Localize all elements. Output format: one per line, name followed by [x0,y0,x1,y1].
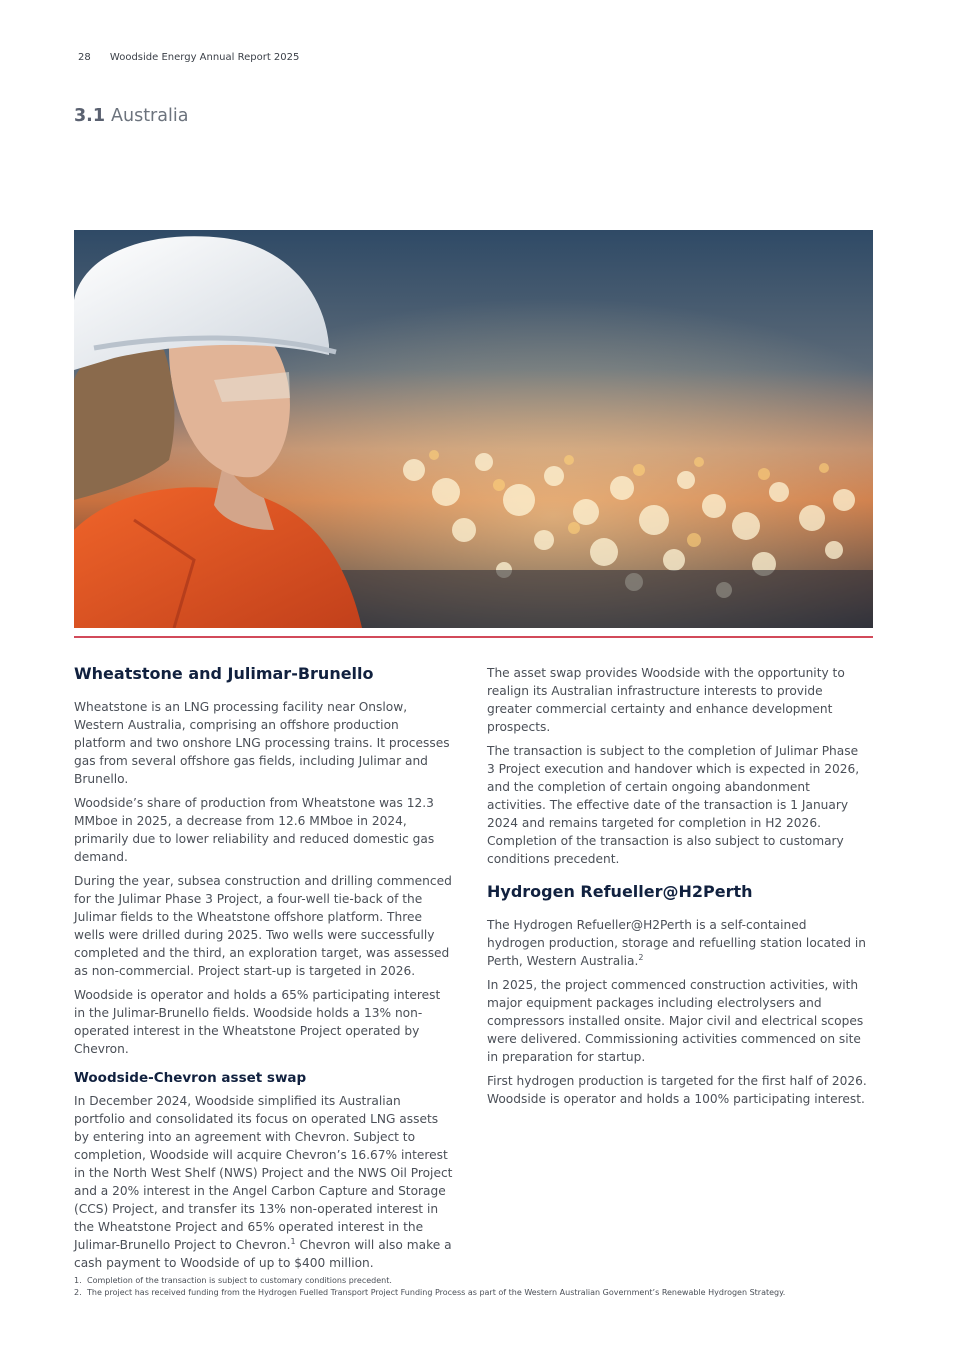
report-title: Woodside Energy Annual Report 2025 [109,52,300,63]
asset-swap-subheading: Woodside-Chevron asset swap [74,1069,307,1086]
wheatstone-paragraph-4: Woodside is operator and holds a 65% participating interest in the Julimar-Brunello fields. Woodside holds a 13% non-operated interest in the Wheatstone Project operated by Chevron. [74,987,441,1056]
hero-accent-rule [74,636,873,638]
left-column [74,664,454,1278]
hero-photo-illustration [74,230,873,628]
wheatstone-paragraph-2: Woodside’s share of production from Wheatstone was 12.3 MMboe in 2025, a decrease from 12.6 MMboe in 2024, primarily due to lower reliability and reduced domestic gas demand. [74,795,435,864]
footnote-ref-1: 1 [290,1237,296,1247]
right-column [487,664,867,1114]
page-number: 28 [78,52,91,63]
wheatstone-paragraph-1: Wheatstone is an LNG processing facility near Onslow, Western Australia, comprising an offshore production platform and two onshore LNG processing trains. It processes gas from several offshore gas fields, including Julimar and Brunello. [74,699,450,786]
hydrogen-paragraph-3: First hydrogen production is targeted for the first half of 2026. Woodside is operator and holds a 100% participating interest. [487,1073,867,1106]
hero-image [74,230,873,628]
asset-swap-text-after: Chevron will also make a cash payment to Woodside of up to $400 million. [74,1238,452,1271]
asset-swap-paragraph-3: The transaction is subject to the completion of Julimar Phase 3 Project execution and handover which is expected in 2026, and the completion of certain ongoing abandonment activities. The effective date of the transaction is 1 January 2024 and remains targeted for completion in H2 2026. Completion of the transaction is also subject to customary conditions precedent. [487,744,860,866]
page-header [78,52,315,63]
footnote-1-number: 1. [74,1276,82,1285]
footnote-1-text: Completion of the transaction is subject to customary conditions precedent. [87,1276,392,1285]
footnote-2-number: 2. [74,1288,82,1297]
section-name: Australia [111,106,189,126]
hydrogen-intro-text: The Hydrogen Refueller@H2Perth is a self-contained hydrogen production, storage and refuelling station located in Perth, Western Australia. [487,917,866,968]
asset-swap-paragraph [74,1092,454,1272]
hydrogen-paragraph-1 [487,916,867,970]
footnote-2 [74,1288,894,1297]
footnote-ref-2: 2 [638,952,644,962]
wheatstone-heading: Wheatstone and Julimar-Brunello [74,664,374,683]
asset-swap-paragraph-2: The asset swap provides Woodside with the opportunity to realign its Australian infrastructure interests to provide greater commercial certainty and enhance development prospects. [487,666,845,734]
wheatstone-paragraph-3: During the year, subsea construction and drilling commenced for the Julimar Phase 3 Project, a four-well tie-back of the Julimar fields to the Wheatstone offshore platform. Three wells were drilled during 2025. Two wells were successfully completed and the third, an exploration target, was assessed as non-commercial. Project start-up is targeted in 2026. [74,873,452,978]
footnote-2-text: The project has received funding from the Hydrogen Fuelled Transport Project Funding Process as part of the Western Australian Government’s Renewable Hydrogen Strategy. [87,1288,786,1297]
section-number: 3.1 [74,106,106,126]
hydrogen-paragraph-2: In 2025, the project commenced construction activities, with major equipment packages including electrolysers and compressors installed onsite. Major civil and electrical scopes were delivered. Commissioning activities commenced on site in preparation for startup. [487,977,864,1064]
asset-swap-text-before: In December 2024, Woodside simplified its Australian portfolio and consolidated its focus on operated LNG assets by entering into an agreement with Chevron. Subject to completion, Woodside will acquire Chevron’s 16.67% interest in the North West Shelf (NWS) Project and the NWS Oil Project and a 20% interest in the Angel Carbon Capture and Storage (CCS) Project, and transfer its 13% non-operated interest in the Wheatstone Project and 65% operated interest in the Julimar-Brunello Project to Chevron. [74,1094,453,1253]
footnotes [74,1276,894,1300]
section-title [74,106,188,126]
footnote-1 [74,1276,894,1285]
hydrogen-heading: Hydrogen Refueller@H2Perth [487,882,753,901]
